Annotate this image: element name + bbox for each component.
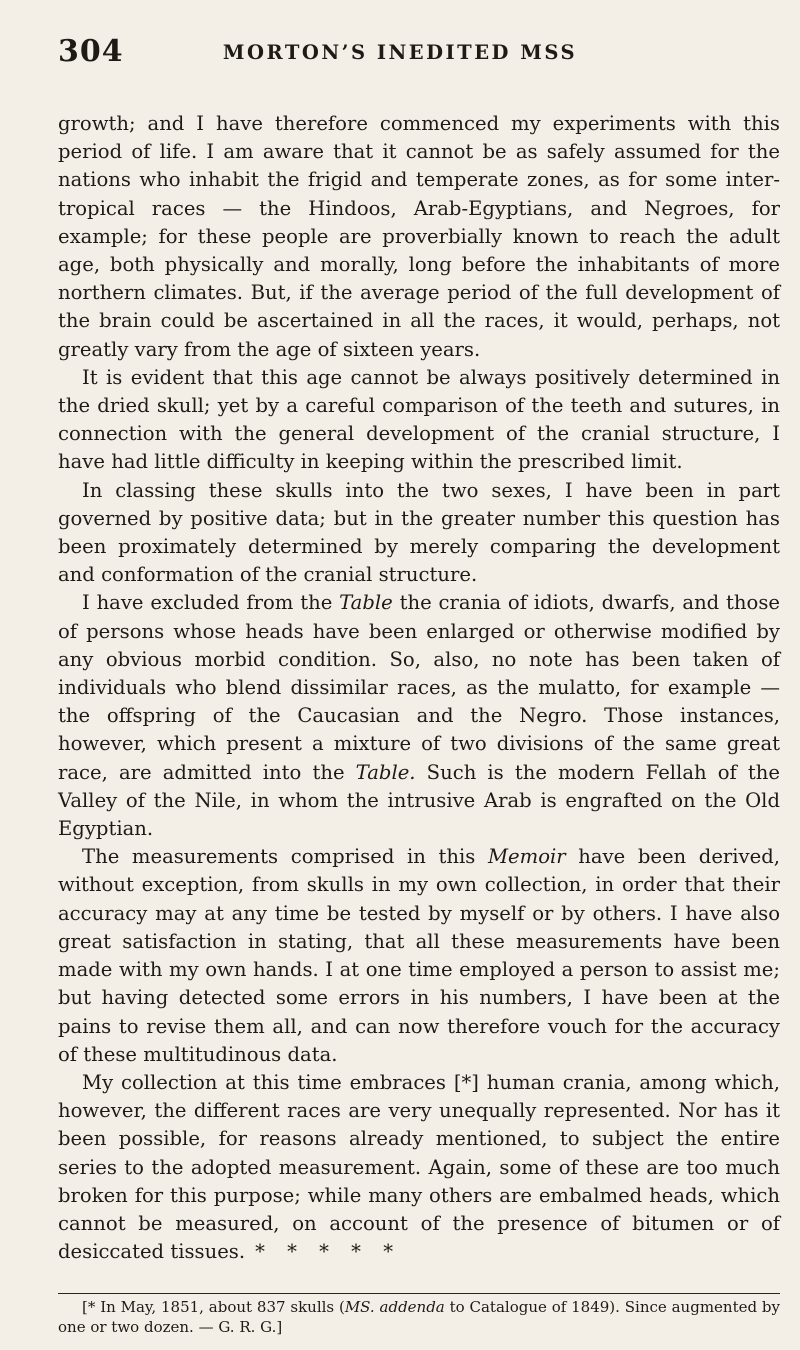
paragraph-5-text-a: The measurements comprised in this xyxy=(82,845,476,869)
paragraph-4-text-b: the crania of idiots, dwarfs, and those of persons whose heads have been enlarged or otherwise modified by any obvious morbid condition. So, also, no note has been taken of individuals who blend dissimilar races, as the mulatto, for example — the offspring of the Caucasian and the Negro. Those instances, however, which present a mixture of two divisions of the same great race, are admitted into the xyxy=(58,591,780,784)
memoir-reference: Memoir xyxy=(487,845,566,869)
paragraph-4-text-c: Such is the modern Fellah of the Valley of the Nile, in whom the intrusive Arab is engrafted on the Old Egyptian. xyxy=(58,760,780,841)
paragraph-6 xyxy=(58,1069,780,1266)
footnote xyxy=(58,1297,780,1337)
paragraph-2: It is evident that this age cannot be always positively determined in the dried skull; yet by a careful comparison of the teeth and sutures, in connection with the general development of the cranial structure, I have had little difficulty in keeping within the prescribed limit. xyxy=(58,365,780,474)
paragraph-4 xyxy=(58,589,780,843)
paragraph-3: In classing these skulls into the two sexes, I have been in part governed by positive data; but in the greater number this question has been proximately determined by merely comparing the development and conformation of the cranial structure. xyxy=(58,478,780,587)
page-number: 304 xyxy=(58,34,124,69)
ellipsis-stars: * * * * * xyxy=(255,1240,401,1264)
paragraph-4-text-a: I have excluded from the xyxy=(82,591,333,615)
footnote-text-a: [* In May, 1851, about 837 skulls ( xyxy=(82,1298,345,1316)
footnote-ms-reference: MS. addenda xyxy=(344,1298,445,1316)
page-header xyxy=(0,34,800,74)
table-reference: Table xyxy=(339,591,393,615)
footnote-text xyxy=(58,1297,780,1337)
table-reference: Table. xyxy=(355,760,416,784)
paragraph-6-text: My collection at this time embraces [*] human crania, among which, however, the different races are very unequally represented. Nor has it been possible, for reasons already mentioned, to subject the entire series to the adopted measurement. Again, some of these are too much broken for this purpose; while many others are embalmed heads, which cannot be measured, on account of the presence of bitumen or of desiccated tissues. xyxy=(58,1070,780,1264)
footnote-rule xyxy=(58,1293,780,1294)
running-head: MORTON’S INEDITED MSS xyxy=(222,41,578,64)
paragraph-5-text-b: have been derived, without exception, from skulls in my own collection, in order that their accuracy may at any time be tested by myself or by others. I have also great satisfaction in stating, that all these measurements have been made with my own hands. I at one time employed a person to assist me; but having detected some errors in his numbers, I have been at the pains to revise them all, and can now therefore vouch for the accuracy of these multitudinous data. xyxy=(58,845,780,1066)
body-text xyxy=(58,110,780,1266)
footnote-text-b: to Catalogue of 1849). Since augmented by one or two dozen. — G. R. G.] xyxy=(58,1298,781,1336)
paragraph-1: growth; and I have therefore commenced my experiments with this period of life. I am aware that it cannot be as safely assumed for the nations who inhabit the frigid and temperate zones, as for some inter-tropical races — the Hindoos, Arab-Egyptians, and Negroes, for example; for these people are proverbially known to reach the adult age, both physically and morally, long before the inhabitants of more northern climates. But, if the average period of the full development of the brain could be ascertained in all the races, it would, perhaps, not greatly vary from the age of sixteen years. xyxy=(58,112,780,361)
paragraph-5 xyxy=(58,843,780,1069)
